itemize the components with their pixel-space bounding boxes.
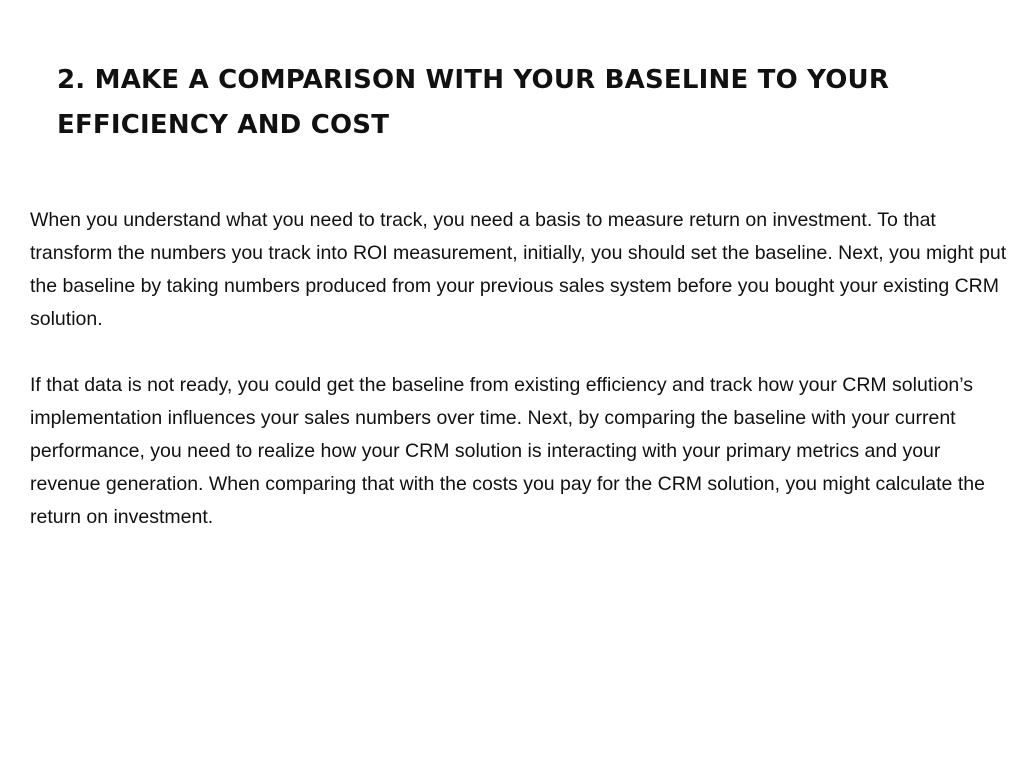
body-text — [30, 204, 1015, 534]
paragraph-compare-performance: If that data is not ready, you could get the baseline from existing efficiency and track how your CRM solution’s implementation influences your sales numbers over time. Next, by comparing the baseline with your current performance, you need to realize how your CRM solution is interacting with your primary metrics and your revenue generation. When comparing that with the costs you pay for the CRM solution, you might calculate the return on investment. — [30, 374, 985, 528]
section-heading: 2. MAKE A COMPARISON WITH YOUR BASELINE TO YOUR EFFICIENCY AND COST — [57, 65, 890, 140]
paragraph-baseline-basis: When you understand what you need to track, you need a basis to measure return on investment. To that transform the numbers you track into ROI measurement, initially, you should set the baseline. Next, you might put the baseline by taking numbers produced from your previous sales system before you bought your existing CRM solution. — [30, 209, 1007, 330]
